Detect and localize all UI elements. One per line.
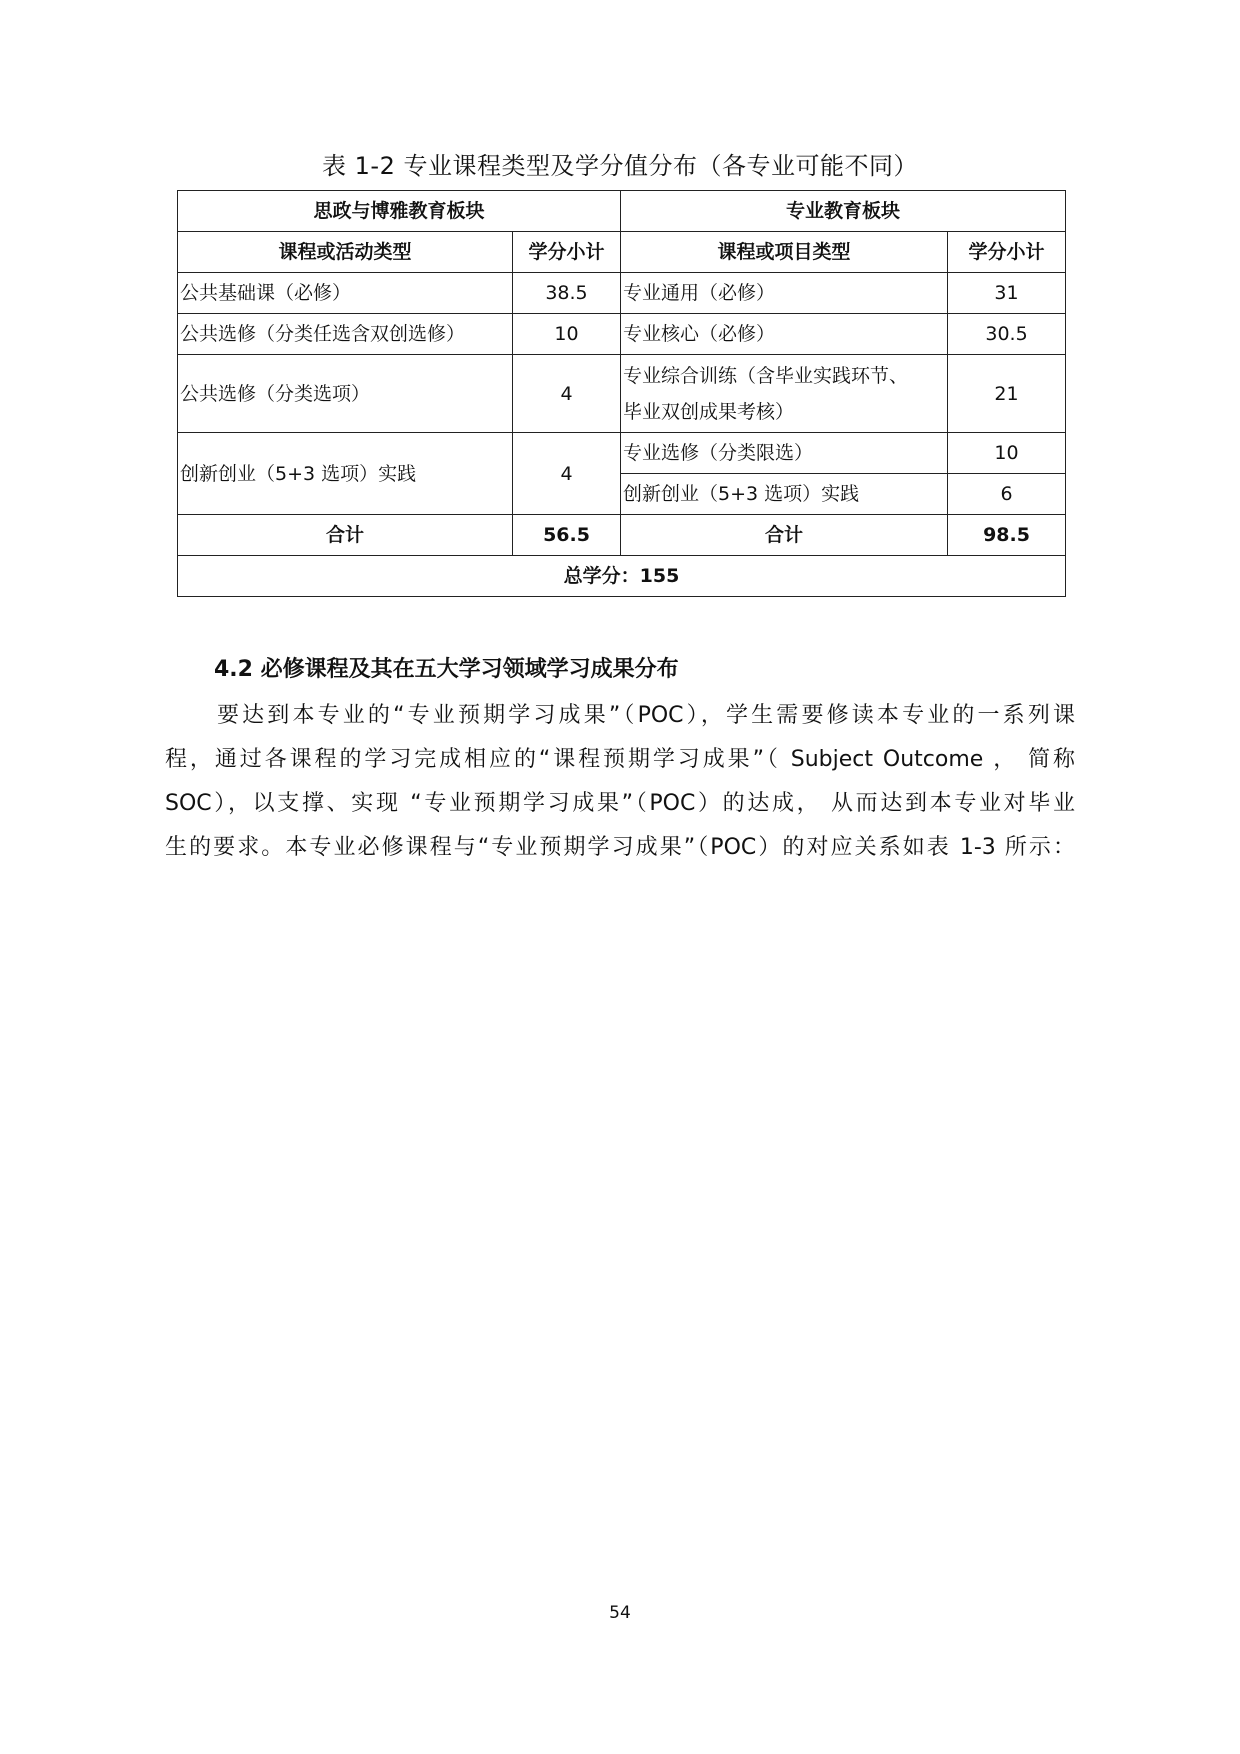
column-header: 学分小计 bbox=[513, 232, 621, 273]
right-block-header: 专业教育板块 bbox=[621, 191, 1066, 232]
table-cell: 10 bbox=[948, 433, 1066, 474]
table-cell: 30.5 bbox=[948, 314, 1066, 355]
table-cell: 公共选修（分类选项） bbox=[178, 355, 513, 433]
table-cell: 6 bbox=[948, 474, 1066, 515]
table-cell: 38.5 bbox=[513, 273, 621, 314]
table-cell: 创新创业（5+3 选项）实践 bbox=[178, 433, 513, 515]
table-cell: 公共选修（分类任选含双创选修） bbox=[178, 314, 513, 355]
column-header: 课程或活动类型 bbox=[178, 232, 513, 273]
right-total: 98.5 bbox=[948, 515, 1066, 556]
table-row bbox=[178, 355, 1066, 433]
table-row bbox=[178, 191, 1066, 232]
paragraph-line: 要达到本专业的“专业预期学习成果”（POC），学生需要修读本专业的一系列课 bbox=[217, 703, 1075, 728]
table-cell: 公共基础课（必修） bbox=[178, 273, 513, 314]
table-cell bbox=[621, 355, 948, 433]
left-total: 56.5 bbox=[513, 515, 621, 556]
table-row bbox=[178, 515, 1066, 556]
table-cell: 4 bbox=[513, 433, 621, 515]
table-cell: 31 bbox=[948, 273, 1066, 314]
table-cell: 21 bbox=[948, 355, 1066, 433]
table-row bbox=[178, 433, 1066, 474]
cell-line: 毕业双创成果考核） bbox=[623, 400, 795, 423]
table-cell: 10 bbox=[513, 314, 621, 355]
total-label: 合计 bbox=[621, 515, 948, 556]
table-row bbox=[178, 556, 1066, 597]
table-caption: 表 1-2 专业课程类型及学分值分布（各专业可能不同） bbox=[322, 152, 918, 180]
paragraph-line: SOC），以支撑、实现 “专业预期学习成果”（POC）的达成， 从而达到本专业对毕业 bbox=[165, 791, 1075, 816]
table-cell: 4 bbox=[513, 355, 621, 433]
table-row bbox=[178, 314, 1066, 355]
column-header: 学分小计 bbox=[948, 232, 1066, 273]
table-cell: 专业选修（分类限选） bbox=[621, 433, 948, 474]
column-header: 课程或项目类型 bbox=[621, 232, 948, 273]
table-cell: 创新创业（5+3 选项）实践 bbox=[621, 474, 948, 515]
body-paragraph bbox=[165, 694, 1075, 870]
total-label: 合计 bbox=[178, 515, 513, 556]
paragraph-line: 程，通过各课程的学习完成相应的“课程预期学习成果”（ Subject Outcome ， 简称 bbox=[165, 747, 1075, 772]
left-block-header: 思政与博雅教育板块 bbox=[178, 191, 621, 232]
table-cell: 专业核心（必修） bbox=[621, 314, 948, 355]
page-number: 54 bbox=[609, 1603, 631, 1623]
credits-table bbox=[177, 190, 1066, 597]
table-row bbox=[178, 273, 1066, 314]
table-row bbox=[178, 232, 1066, 273]
table-cell: 专业通用（必修） bbox=[621, 273, 948, 314]
grand-total: 总学分：155 bbox=[178, 556, 1066, 597]
paragraph-line: 生的要求。本专业必修课程与“专业预期学习成果”（POC）的对应关系如表 1-3 所示： bbox=[165, 835, 1075, 860]
section-heading: 4.2 必修课程及其在五大学习领域学习成果分布 bbox=[214, 657, 679, 682]
cell-line: 专业综合训练（含毕业实践环节、 bbox=[623, 364, 909, 387]
